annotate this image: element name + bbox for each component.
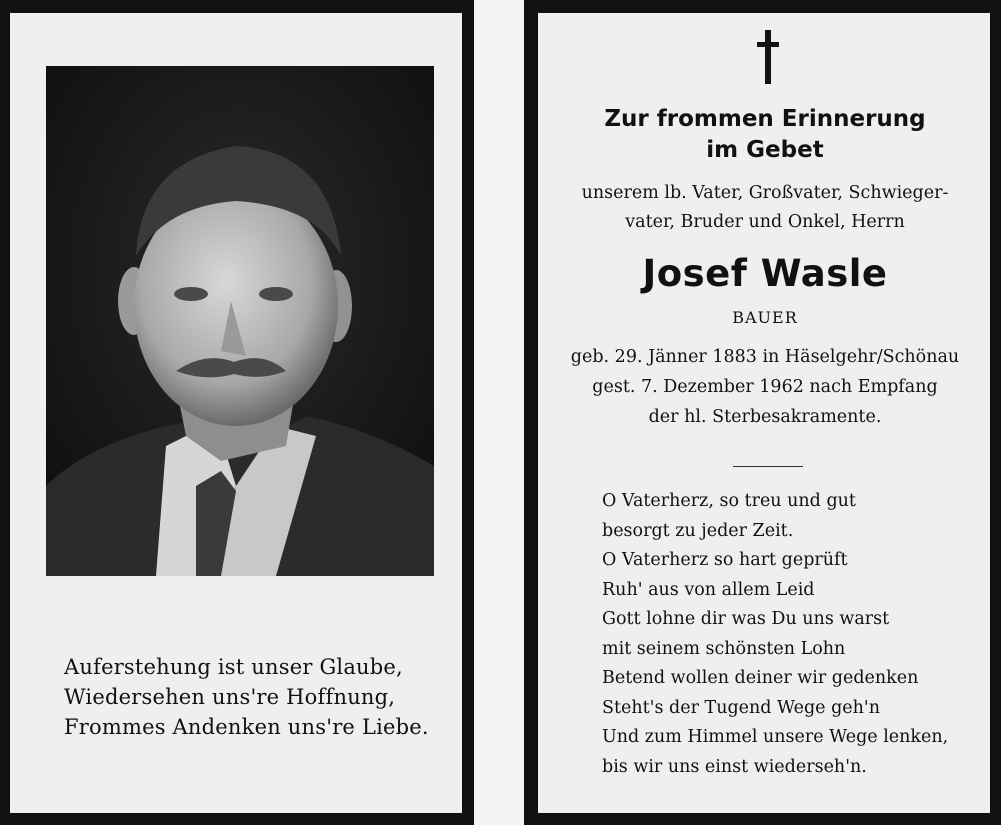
left-verse-line: Wiedersehen uns're Hoffnung, [64,685,396,709]
left-verse-line: Auferstehung ist unser Glaube, [64,655,403,679]
death-line: gest. 7. Dezember 1962 nach Empfang [592,377,938,397]
verse-line: Ruh' aus von allem Leid [602,579,815,600]
heading-line-2: im Gebet [706,137,824,163]
verse-line: besorgt zu jeder Zeit. [602,520,794,541]
profession: BAUER [732,308,798,327]
intro-line-1: unserem lb. Vater, Großvater, Schwieger- [581,183,949,203]
latin-cross-icon [757,30,779,84]
intro-line-2: vater, Bruder und Onkel, Herrn [625,212,905,232]
sacraments-line: der hl. Sterbesakramente. [648,407,882,427]
verse-line: O Vaterherz, so treu und gut [602,491,856,511]
portrait-photo [46,66,434,576]
deceased-name: Josef Wasle [642,252,888,295]
left-verse [64,652,444,742]
right-verse [602,487,982,782]
verse-line: O Vaterherz so hart geprüft [602,550,848,570]
verse-line: Steht's der Tugend Wege geh'n [602,697,881,718]
left-verse-line: Frommes Andenken uns're Liebe. [64,715,429,739]
center-fold [474,0,524,825]
divider [733,466,803,467]
verse-line: Und zum Himmel unsere Wege lenken, [602,727,949,747]
verse-line: Betend wollen deiner wir gedenken [602,668,919,688]
verse-line: bis wir uns einst wiederseh'n. [602,756,867,777]
verse-line: Gott lohne dir was Du uns warst [602,609,890,629]
verse-line: mit seinem schönsten Lohn [602,638,846,659]
heading-line-1: Zur frommen Erinnerung [604,106,926,132]
birth-line: geb. 29. Jänner 1883 in Häselgehr/Schönau [570,347,960,367]
